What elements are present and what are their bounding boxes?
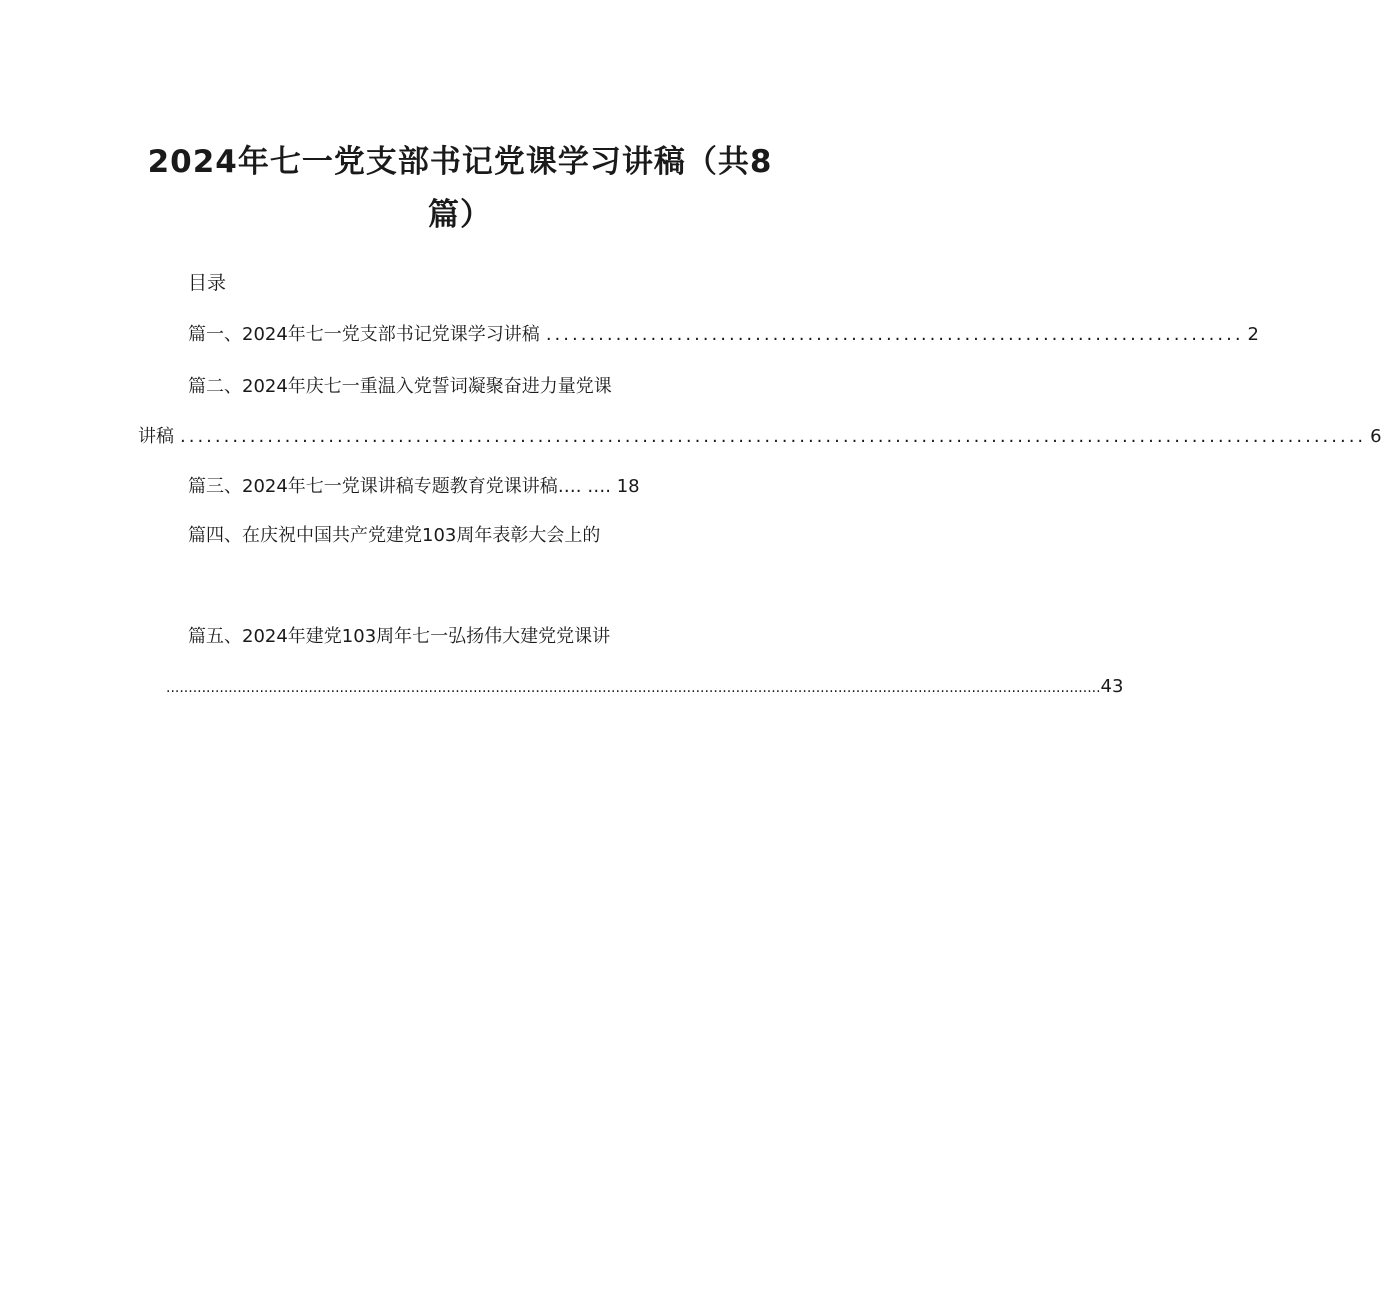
toc-entry-1-leader: ................................................................................ xyxy=(545,324,1244,345)
toc-heading: 目录 xyxy=(188,272,227,294)
toc-entry-2-title-line-1[interactable]: 篇二、2024年庆七一重温入党誓词凝聚奋进力量党课 xyxy=(188,376,612,397)
page-title-line-2: 篇） xyxy=(428,197,492,233)
toc-entry-5[interactable] xyxy=(166,674,1124,701)
page-title-line-1: 2024年七一党支部书记党课学习讲稿（共8 xyxy=(147,144,773,180)
toc-entry-2-leader: ........................................................................................................................................ xyxy=(180,426,1367,447)
toc-entry-1-title: 篇一、2024年七一党支部书记党课学习讲稿 xyxy=(188,324,540,345)
toc-entry-5-page: 43 xyxy=(1100,676,1124,697)
toc-entry-5-title[interactable]: 篇五、2024年建党103周年七一弘扬伟大建党党课讲 xyxy=(188,626,611,647)
toc-entry-4[interactable]: 篇四、在庆祝中国共产党建党103周年表彰大会上的 xyxy=(188,525,601,546)
toc-entry-5-leader: .................................................................................................................................................................................................................. xyxy=(166,680,1101,696)
toc-entry-1[interactable] xyxy=(188,322,1259,348)
toc-entry-2-title-line-2: 讲稿 xyxy=(138,426,174,447)
page-title xyxy=(130,136,790,242)
toc-entry-2-page: 6 xyxy=(1370,426,1382,447)
toc-entry-2[interactable] xyxy=(138,424,1382,450)
toc-entry-1-page: 2 xyxy=(1247,324,1259,345)
toc-entry-3[interactable]: 篇三、2024年七一党课讲稿专题教育党课讲稿…. …. 18 xyxy=(188,476,640,497)
